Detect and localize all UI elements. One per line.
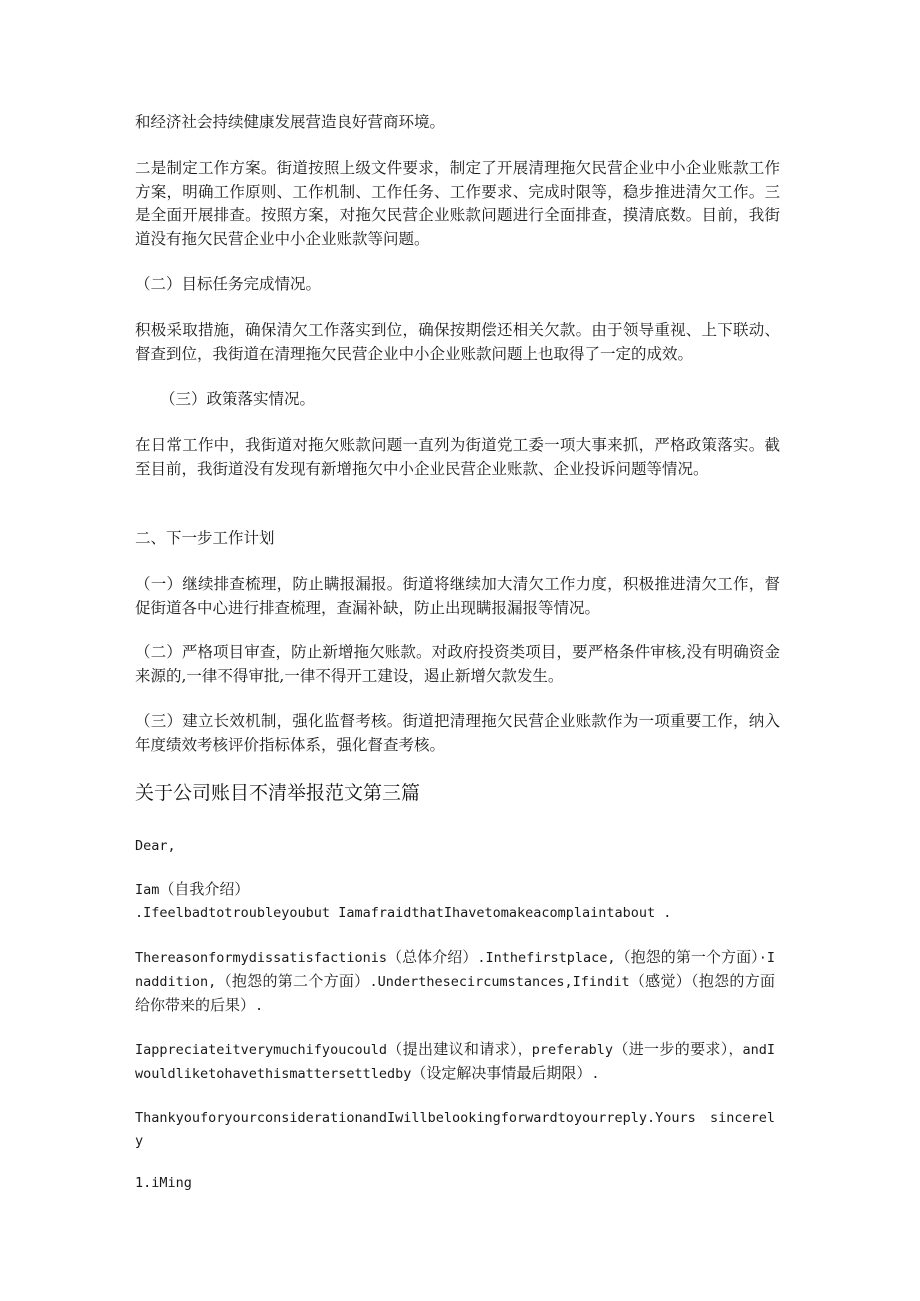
paragraph-plan-2: （二）严格项目审查，防止新增拖欠账款。对政府投资类项目，要严格条件审核,没有明确资金来源的,一律不得审批,一律不得开工建设，遏止新增欠款发生。 (135, 643, 780, 685)
paragraph-intro-tail: 和经济社会持续健康发展营造良好营商环境。 (135, 113, 446, 131)
paragraph-daily-work: 在日常工作中，我街道对拖欠账款问题一直列为街道党工委一项大事来抓，严格政策落实。截至目前，我街道没有发现有新增拖欠中小企业民营企业账款、企业投诉问题等情况。 (135, 436, 780, 478)
letter-appreciation: Iappreciateitverymuchifyoucould（提出建议和请求），preferably（进一步的要求），andIwouldliketohavethismattersettledby（设定解决事情最后期限）. (135, 1040, 775, 1082)
letter-greeting: Dear, (135, 838, 176, 854)
section-policy: （三）政策落实情况。 (160, 390, 316, 408)
section-next-plan: 二、下一步工作计划 (135, 529, 275, 547)
letter-intro: Iam（自我介绍） .Ifeelbadtotroubleyoubut IamafraidthatIhavetomakeacomplaintabout . (135, 880, 672, 921)
paragraph-work-plan: 二是制定工作方案。街道按照上级文件要求，制定了开展清理拖欠民营企业中小企业账款工作方案，明确工作原则、工作机制、工作任务、工作要求、完成时限等，稳步推进清欠工作。三是全面开展排查。按照方案，对拖欠民营企业账款问题进行全面排查，摸清底数。目前，我街道没有拖欠民营企业中小企业账款等问题。 (135, 159, 780, 248)
article-heading: 关于公司账目不清举报范文第三篇 (135, 782, 421, 804)
letter-closing: ThankyouforyourconsiderationandIwillbelookingforwardtoyourreply.Yours sincerely (135, 1110, 775, 1149)
letter-signature: 1.iMing (135, 1175, 192, 1191)
paragraph-measures: 积极采取措施，确保清欠工作落实到位，确保按期偿还相关欠款。由于领导重视、上下联动、督查到位，我街道在清理拖欠民营企业中小企业账款问题上也取得了一定的成效。 (135, 321, 780, 363)
letter-reason: Thereasonformydissatisfactionis（总体介绍）.Inthefirstplace,（抱怨的第一个方面）·Inaddition,（抱怨的第二个方面）.Underthesecircumstances,Ifindit（感觉）（抱怨的方面给你带来的后果）. (135, 948, 775, 1014)
section-target-tasks: （二）目标任务完成情况。 (135, 275, 322, 293)
paragraph-plan-3: （三）建立长效机制，强化监督考核。街道把清理拖欠民营企业账款作为一项重要工作，纳入年度绩效考核评价指标体系，强化督查考核。 (135, 712, 780, 754)
paragraph-plan-1: （一）继续排查梳理，防止瞒报漏报。街道将继续加大清欠工作力度，积极推进清欠工作，督促街道各中心进行排查梳理，查漏补缺，防止出现瞒报漏报等情况。 (135, 575, 780, 617)
